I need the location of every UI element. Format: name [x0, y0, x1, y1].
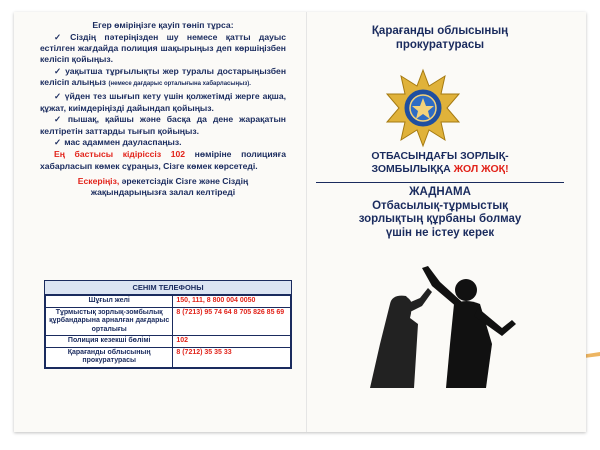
check-mark-icon: ✓ [54, 66, 63, 77]
main-advice: Ең бастысы кідіріссіз 102 нөміріне полицияға хабарласып көмек сұраңыз, Сізге көмек көрсетеді. [40, 149, 286, 171]
check-mark-icon: ✓ [54, 31, 68, 42]
fold-line [306, 12, 307, 432]
advice-item-5: ✓ мас адаммен дауласпаңыз. [54, 137, 182, 148]
cover-column [308, 18, 572, 52]
slogan: ОТБАСЫНДАҒЫ ЗОРЛЫҚ- ЗОМБЫЛЫҚҚА ЖОЛ ЖОҚ! [371, 150, 509, 175]
safety-advice-column [40, 20, 286, 199]
domestic-violence-silhouette-icon [362, 264, 534, 388]
hotline-table [44, 280, 292, 369]
organization-name: Қарағанды облысының прокуратурасы [371, 25, 509, 51]
memo-heading: ЖАДНАМА Отбасылық-тұрмыстық зорлықтың құрбаны болмау үшін не істеу керек [358, 186, 522, 239]
table-row: Полиция кезекші бөлімі 102 [46, 336, 291, 348]
check-mark-icon: ✓ [54, 114, 65, 125]
hotline-rows [45, 295, 291, 368]
prosecutor-emblem-icon [383, 68, 463, 148]
advice-item-1: ✓ Сіздің пәтеріңізден шу немесе қатты дауыс естілген жағдайда полиция шақырыңыз деп көршіңізбен келісіп қойыңыз. [40, 31, 287, 65]
check-mark-icon: ✓ [54, 137, 62, 148]
divider [316, 182, 564, 183]
table-row: Шұғыл желі 150, 111, 8 800 004 0050 [46, 296, 291, 308]
warning-note: Ескеріңіз, әрекетсіздік Сізге және Сіздің жақындарыңызға залал келтіреді [77, 175, 249, 198]
advice-item-2: ✓ уақытша тұрғылықты жер туралы достарыңызбен келісіп алыңыз (немесе дағдарыс орталығына хабарласыңыз). [40, 66, 287, 88]
advice-item-3: ✓ үйден тез шығып кету үшін қолжетімді жерге ақша, құжат, киімдеріңізді дайындап қойыңыз. [40, 91, 286, 113]
check-mark-icon: ✓ [54, 91, 62, 102]
advice-heading: Егер өміріңізге қауіп төніп тұрса: [92, 20, 234, 30]
table-row: Қарағанды облысының прокуратурасы 8 (7212) 35 35 33 [46, 347, 291, 367]
advice-item-4: ✓ пышақ, қайшы және басқа да дене жарақатын келтіретін заттарды тығып қойыңыз. [40, 114, 286, 136]
table-row: Тұрмыстық зорлық-зомбылық құрбандарына арналған дағдарыс орталығы 8 (7213) 95 74 64 8 705 826 85 69 [46, 307, 291, 336]
hotline-title: СЕНІМ ТЕЛЕФОНЫ [45, 281, 291, 295]
